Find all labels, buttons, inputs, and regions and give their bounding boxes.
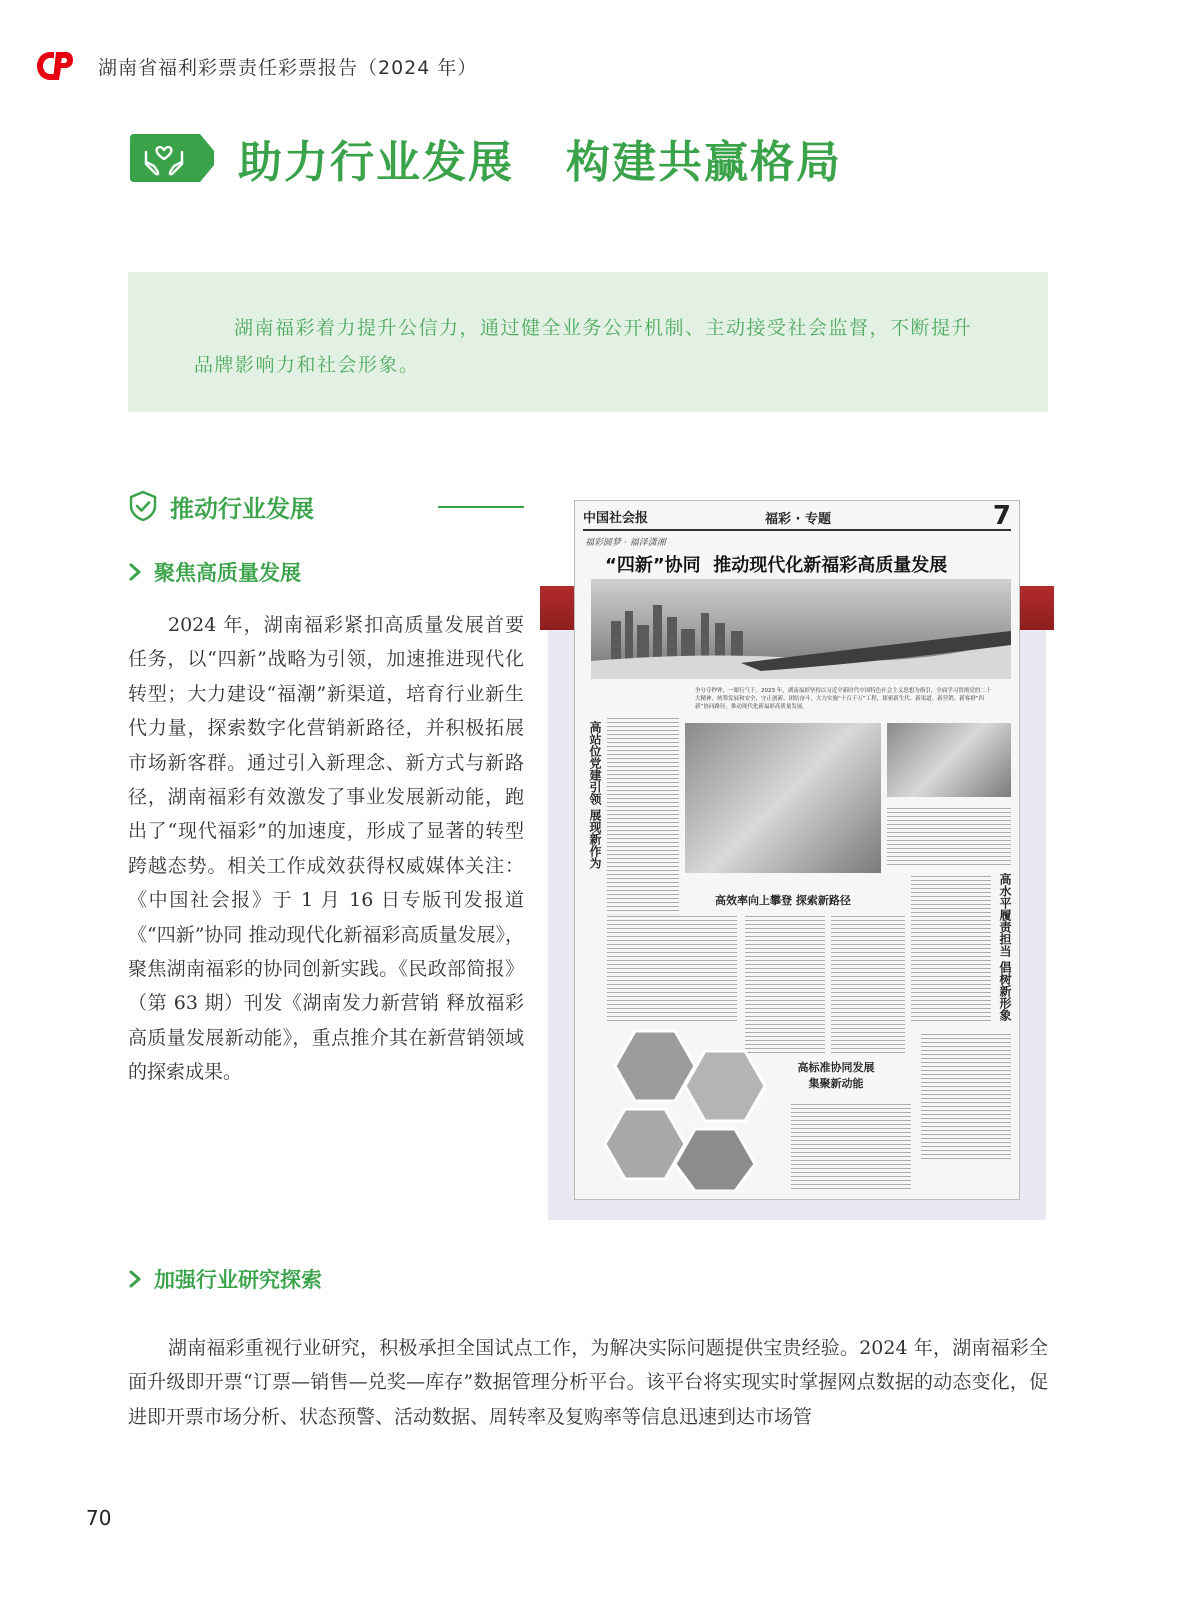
newspaper-clipping <box>548 500 1046 1220</box>
section-divider <box>438 506 524 508</box>
page-header <box>36 48 477 84</box>
chevron-right-icon <box>128 1270 142 1288</box>
text-column <box>607 913 737 1023</box>
newspaper-side-title-right: 高水平履责担当 倡树新形象 <box>998 873 1012 1022</box>
newspaper-page-number: 7 <box>992 501 1011 531</box>
text-column <box>607 715 679 915</box>
chapter-title: 助力行业发展 构建共赢格局 <box>238 137 842 188</box>
newspaper-masthead <box>583 501 1011 531</box>
subsection-body-2: 湖南福彩重视行业研究，积极承担全国试点工作，为解决实际问题提供宝贵经验。2024 年，湖南福彩全面升级即开票“订票—销售—兑奖—库存”数据管理分析平台。该平台将实现实时掌握网点数据的动态变化，促进即开票市场分析、状态预警、活动数据、周转率及复购率等信息迅速到达市场管 <box>128 1337 1048 1428</box>
subsection-title-1: 聚焦高质量发展 <box>154 561 301 585</box>
welfare-lottery-logo-icon <box>36 50 74 82</box>
red-tab-right <box>1018 586 1054 630</box>
newspaper-kicker: 福彩圆梦 · 福泽潇湘 <box>585 538 666 548</box>
section-heading <box>128 488 524 524</box>
hexagon-photo-collage <box>585 1021 785 1191</box>
text-column <box>887 805 1011 865</box>
event-photo <box>685 723 881 873</box>
red-tab-left <box>540 586 576 630</box>
shield-check-icon <box>128 490 158 522</box>
newspaper-lead: 争分夺秒钟，一眼行气干。2023 年，湖南福彩坚持以习近平新时代中国特色社会主义思想为指引，全面学习贯彻党的二十大精神，统筹发展和安全，守正创新、团结奋斗，大力实施“十百千万”工程，探索新生代、新渠道、新营销、新客群“四新”协同路径，推动现代化新福彩高质量发展。 <box>695 688 992 710</box>
text-column <box>831 913 905 1053</box>
subsection-title-2: 加强行业研究探索 <box>154 1268 322 1292</box>
section-title: 推动行业发展 <box>170 494 314 523</box>
newspaper-subheading-2: 高标准协同发展 集聚新动能 <box>797 1061 875 1090</box>
newspaper-name: 中国社会报 <box>583 511 649 526</box>
newspaper-subheading-1: 高效率向上攀登 探索新路径 <box>715 894 851 907</box>
text-column <box>791 1101 911 1191</box>
chevron-right-icon <box>128 563 142 581</box>
subsection-heading-2 <box>128 1264 322 1294</box>
newspaper-page <box>574 500 1020 1200</box>
newspaper-side-title-left: 高站位党建引领 展现新作为 <box>588 721 602 870</box>
intro-text: 湖南福彩着力提升公信力，通过健全业务公开机制、主动接受社会监督，不断提升品牌影响力和社会形象。 <box>194 317 973 376</box>
chapter-heading <box>128 126 842 190</box>
hands-heart-icon <box>128 128 224 188</box>
page-number: 70 <box>86 1506 112 1530</box>
intro-box <box>128 272 1048 412</box>
stage-photo <box>887 723 1011 797</box>
text-column <box>911 873 991 1023</box>
report-title: 湖南省福利彩票责任彩票报告（2024 年） <box>98 56 478 79</box>
subsection-heading-1 <box>128 557 301 587</box>
subsection-body-1: 2024 年，湖南福彩紧扣高质量发展首要任务，以“四新”战略为引领，加速推进现代化转型；大力建设“福潮”新渠道，培育行业新生代力量，探索数字化营销新路径，并积极拓展市场新客群。通过引入新理念、新方式与新路径，湖南福彩有效激发了事业发展新动能，跑出了“现代福彩”的加速度，形成了显著的转型跨越态势。相关工作成效获得权威媒体关注：《中国社会报》于 1 月 16 日专版刊发报道《“四新”协同 推动现代化新福彩高质量发展》，聚焦湖南福彩的协同创新实践。《民政部简报》（第 63 期）刊发《湖南发力新营销 释放福彩高质量发展新动能》，重点推介其在新营销领域的探索成果。 <box>128 614 524 1084</box>
newspaper-section: 福彩 · 专题 <box>765 512 831 527</box>
text-column <box>921 1031 1011 1161</box>
city-skyline-graphic <box>591 601 1011 679</box>
newspaper-headline: “四新”协同 推动现代化新福彩高质量发展 <box>605 555 948 576</box>
